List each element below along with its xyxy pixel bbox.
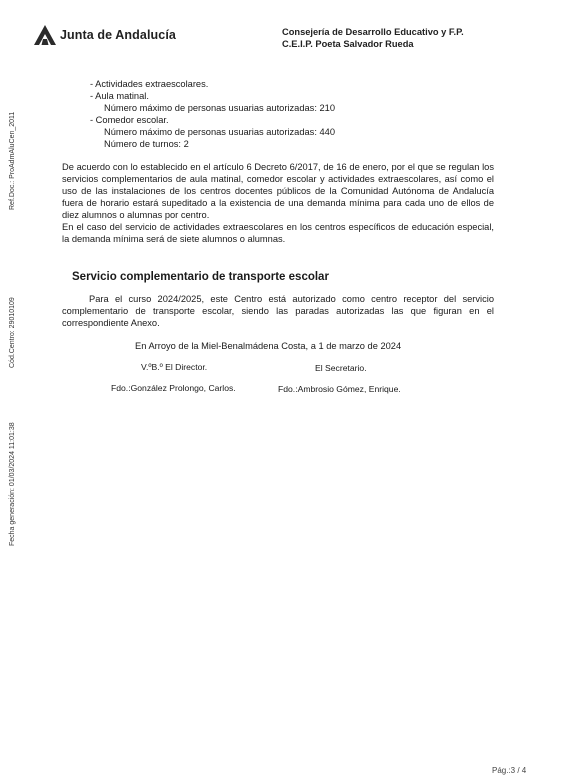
paragraph-transporte: Para el curso 2024/2025, este Centro está autorizado como centro receptor del servicio complementario de transporte escolar, siendo las paradas autorizadas las que figuran en el correspondiente Anexo. [62, 293, 494, 328]
secretary-name: Fdo.:Ambrosio Gómez, Enrique. [278, 384, 401, 394]
junta-logo [34, 25, 176, 45]
list-item: - Comedor escolar. [90, 114, 169, 125]
side-ref-doc: Ref.Doc.: ProAdmAluCen_2011 [9, 111, 16, 210]
section-title: Servicio complementario de transporte escolar [72, 270, 329, 283]
paragraph-decreto: De acuerdo con lo establecido en el artículo 6 Decreto 6/2017, de 16 de enero, por el que se regulan los servicios complementarios de aula matinal, comedor escolar y actividades extraescolares, así como el uso de las instalaciones de los centros docentes públicos de la Comunidad Autónoma de Andalucía fuera de horario estará supeditado a la existencia de una demanda mínima para cada uno de ellos de diez alumnos o alumnas por centro. [62, 162, 494, 221]
list-item: - Actividades extraescolares. [90, 79, 209, 89]
header-institution [282, 26, 464, 50]
director-name: Fdo.:González Prolongo, Carlos. [111, 383, 236, 393]
list-item-detail: Número de turnos: 2 [104, 138, 189, 149]
school-line: C.E.I.P. Poeta Salvador Rueda [282, 39, 414, 49]
consejeria-line: Consejería de Desarrollo Educativo y F.P. [282, 27, 464, 37]
side-cod-centro: Cód.Centro: 29010109 [9, 297, 16, 368]
side-fecha-generacion: Fecha generación: 01/03/2024 11:01:38 [9, 422, 16, 546]
director-title: V.ºB.º El Director. [141, 362, 208, 372]
junta-emblem-icon [34, 25, 56, 45]
list-item: - Aula matinal. [90, 90, 149, 101]
paragraph-educacion-especial: En el caso del servicio de actividades extraescolares en los centros específicos de educación especial, la demanda mínima será de siete alumnos o alumnas. [62, 221, 494, 244]
logo-text: Junta de Andalucía [60, 28, 176, 42]
list-item-detail: Número máximo de personas usuarias autorizadas: 210 [104, 102, 335, 113]
page-number: Pág.:3 / 4 [492, 766, 527, 775]
document-body [62, 79, 494, 329]
secretary-title: El Secretario. [315, 363, 367, 373]
place-date: En Arroyo de la Miel-Benalmádena Costa, a 1 de marzo de 2024 [135, 341, 402, 351]
list-item-detail: Número máximo de personas usuarias autorizadas: 440 [104, 126, 335, 137]
